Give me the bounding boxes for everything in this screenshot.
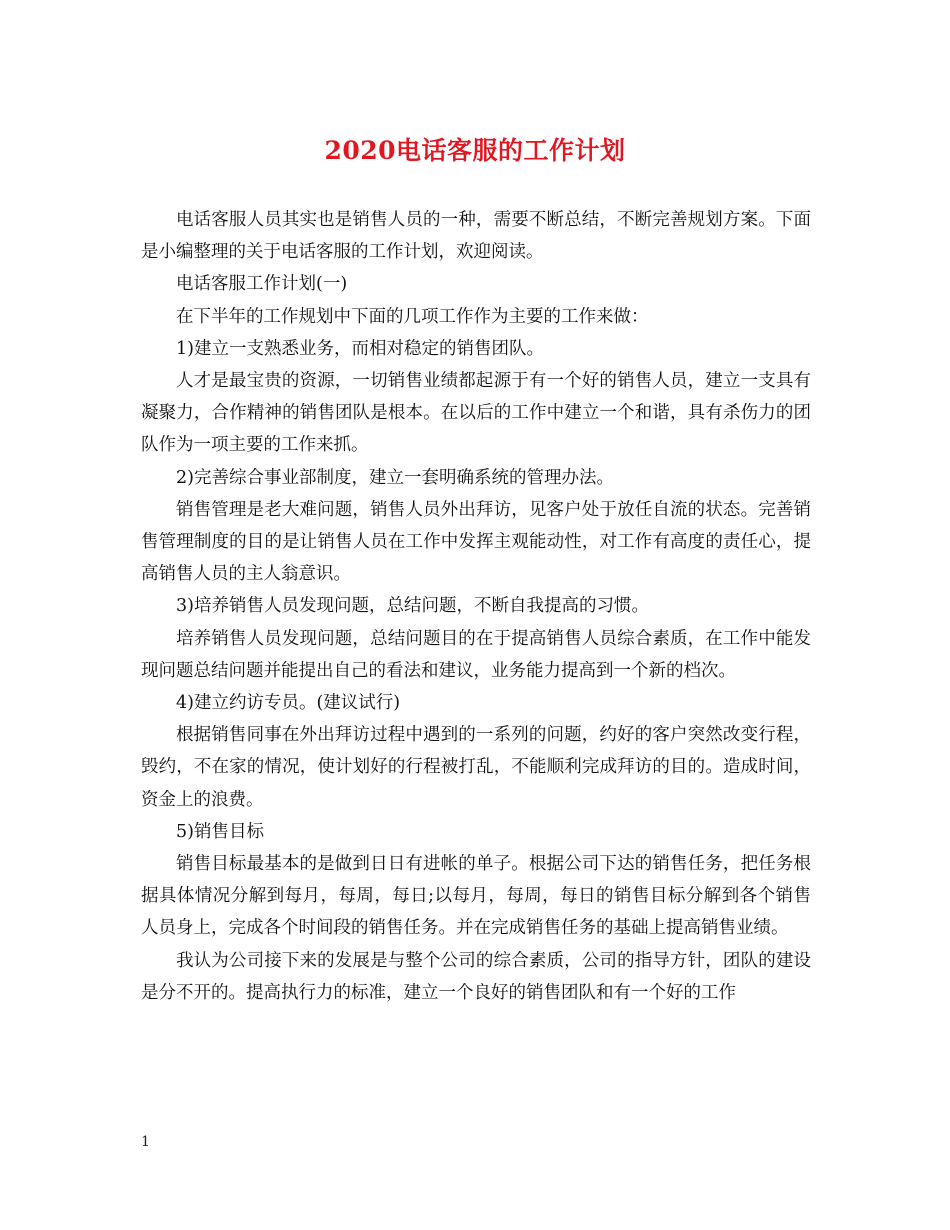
- paragraph: 销售管理是老大难问题，销售人员外出拜访，见客户处于放任自流的状态。完善销售管理制度的目的是让销售人员在工作中发挥主观能动性，对工作有高度的责任心，提高销售人员的主人翁意识。: [141, 499, 811, 585]
- page-number: 1: [141, 1134, 150, 1150]
- paragraph-intro: 电话客服人员其实也是销售人员的一种，需要不断总结，不断完善规划方案。下面是小编整理的关于电话客服的工作计划，欢迎阅读。: [141, 210, 811, 263]
- section-heading-plan-1: 电话客服工作计划(一): [176, 274, 348, 295]
- item-heading-2: 2)完善综合事业部制度，建立一套明确系统的管理办法。: [176, 467, 614, 488]
- paragraph: 人才是最宝贵的资源，一切销售业绩都起源于有一个好的销售人员，建立一支具有凝聚力，合作精神的销售团队是根本。在以后的工作中建立一个和谐，具有杀伤力的团队作为一项主要的工作来抓。: [141, 371, 811, 456]
- document-body: [141, 204, 811, 1009]
- paragraph: 根据销售同事在外出拜访过程中遇到的一系列的问题，约好的客户突然改变行程，毁约，不在家的情况，使计划好的行程被打乱，不能顺利完成拜访的目的。造成时间，资金上的浪费。: [141, 725, 811, 810]
- item-heading-1: 1)建立一支熟悉业务，而相对稳定的销售团队。: [176, 338, 544, 359]
- paragraph: 我认为公司接下来的发展是与整个公司的综合素质，公司的指导方针，团队的建设是分不开的。提高执行力的标准，建立一个良好的销售团队和有一个好的工作: [141, 950, 811, 1003]
- paragraph: 销售目标最基本的是做到日日有进帐的单子。根据公司下达的销售任务，把任务根据具体情况分解到每月，每周，每日;以每月，每周，每日的销售目标分解到各个销售人员身上，完成各个时间段的销售任务。并在完成销售任务的基础上提高销售业绩。: [141, 854, 811, 939]
- document-title: 2020电话客服的工作计划: [324, 136, 626, 165]
- paragraph: 在下半年的工作规划中下面的几项工作作为主要的工作来做：: [176, 306, 649, 327]
- item-heading-4: 4)建立约访专员。(建议试行): [176, 693, 401, 714]
- paragraph: 培养销售人员发现问题，总结问题目的在于提高销售人员综合素质，在工作中能发现问题总结问题并能提出自己的看法和建议，业务能力提高到一个新的档次。: [141, 628, 811, 681]
- item-heading-3: 3)培养销售人员发现问题，总结问题，不断自我提高的习惯。: [176, 596, 649, 617]
- item-heading-5: 5)销售目标: [176, 821, 264, 842]
